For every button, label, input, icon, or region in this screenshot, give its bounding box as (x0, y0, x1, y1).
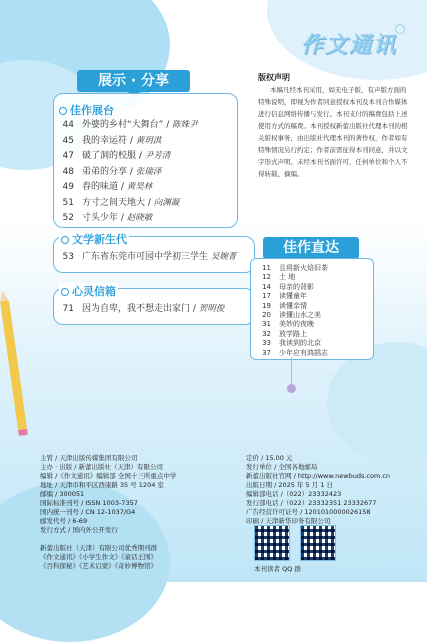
section-title-mailbox: 心灵信箱 (59, 283, 118, 299)
copyright-title: 版权声明 (258, 73, 290, 82)
toc-entry[interactable] (257, 348, 328, 358)
toc-entry[interactable] (52, 195, 179, 208)
article-title: 我读到的北京 (279, 339, 321, 348)
toc-entry[interactable] (52, 117, 198, 130)
article-title: 破了洞的校服 (82, 151, 137, 161)
article-title: 春的味道 (82, 182, 119, 192)
info-line: 国际标准刊号 / ISSN 1003-7357 (40, 499, 138, 507)
toc-entry[interactable] (52, 164, 161, 177)
article-title: 因为自卑，我不想走出家门 (82, 304, 191, 314)
separator: / (163, 120, 173, 130)
publication-info-right (246, 454, 390, 526)
separator: / (127, 135, 136, 146)
article-title: 我的幸运符 (82, 135, 128, 146)
info-line: 发行方式 / 国内外公开发行 (40, 526, 118, 534)
article-author: 黄昊林 (126, 182, 153, 192)
toc-entry[interactable] (52, 301, 224, 314)
page-number: 52 (62, 213, 74, 223)
article-title: 且将新火焙旧茶 (279, 264, 328, 272)
article-title: 读懂童年 (279, 292, 307, 301)
article-title: 少年应有鸿鹄志 (279, 348, 328, 357)
article-title: 美妙的夜晚 (279, 320, 314, 329)
page-number: 17 (262, 292, 271, 301)
article-author: 向渊凝 (153, 197, 180, 208)
info-line: 新蕾出版社官网 / http://www.newbuds.com.cn (246, 472, 391, 480)
toc-box-new-generation (53, 233, 255, 273)
toc-entry[interactable] (52, 179, 152, 192)
page-number: 12 (262, 273, 271, 282)
separator: / (127, 166, 136, 177)
separator: / (118, 182, 127, 192)
article-title: 土 地 (279, 273, 296, 282)
magazine-logo: 作文通讯 (300, 32, 397, 58)
article-author: 张瑞泽 (135, 166, 162, 177)
info-line: 邮编 / 300051 (40, 490, 85, 498)
article-title: 广东省东莞市可园中学初三学生 (82, 252, 209, 262)
article-title: 读懂亲情 (279, 301, 307, 310)
article-title: 弟弟的分享 (82, 166, 128, 177)
page-number: 51 (62, 197, 74, 208)
publication-info-left (40, 454, 176, 571)
article-author: 陈姝尹 (172, 120, 198, 130)
info-line: 广告经营许可证号 / 1201010000026158 (246, 508, 371, 516)
info-line: 发行单位 / 全国各地邮局 (246, 463, 318, 471)
page-number: 19 (262, 301, 271, 310)
article-title: 母亲的背影 (279, 282, 314, 291)
toc-entry[interactable] (52, 210, 152, 223)
info-line: 编辑 /《作文通讯》编辑部 全国十三所重点中学 (40, 472, 177, 480)
info-line: 印刷 / 天津新华印务有限公司 (246, 517, 331, 525)
info-line: 主管 / 天津出版传媒集团有限公司 (40, 454, 138, 462)
info-line: 国内统一刊号 / CN 12-1037/G4 (40, 508, 136, 516)
page-number: 71 (62, 304, 74, 314)
page-number: 20 (262, 311, 271, 319)
page-number: 49 (62, 182, 74, 192)
separator: / (136, 151, 145, 161)
section-header-showcase: 展示 · 分享 (77, 70, 190, 92)
toc-entry[interactable] (52, 148, 170, 161)
circle-bullet-icon (61, 288, 69, 296)
article-author: 黄玥淇 (135, 135, 162, 146)
section-title-new-generation: 文学新生代 (59, 231, 129, 247)
page-number: 14 (262, 282, 271, 291)
section-title-featured: 佳作展台 (59, 102, 114, 118)
qr-caption: 本刊读者 QQ 群 (254, 565, 301, 573)
circle-bullet-icon (61, 236, 69, 244)
toc-entry[interactable] (52, 249, 236, 262)
toc-box-mailbox (53, 285, 255, 325)
info-line: 编辑部电话 /（022）23332423 (246, 490, 342, 498)
page-number: 32 (262, 329, 271, 338)
article-title: 方寸之间天地大 (82, 197, 146, 208)
qr-code-icon (254, 525, 290, 561)
page-number: 44 (62, 120, 74, 130)
info-line (40, 535, 176, 544)
article-author: 贺明俊 (198, 304, 225, 314)
info-line: 《作文通讯》《小学生作文》《童话王国》 (40, 553, 157, 561)
decor-dot (287, 384, 296, 393)
toc-box-quick-access (250, 258, 374, 360)
page-number: 31 (262, 320, 271, 329)
section-header-quick-access: 佳作直达 (263, 237, 359, 259)
page-number: 37 (262, 348, 271, 357)
info-line: 邮发代号 / 6-69 (40, 517, 88, 525)
toc-entry[interactable] (52, 133, 161, 146)
divider-line (291, 357, 292, 387)
article-author: 赵晓敏 (126, 213, 153, 223)
registered-mark-icon (395, 24, 405, 34)
info-line: 地址 / 天津市和平区西康路 35 号 1204 室 (40, 481, 164, 489)
info-line: 新蕾出版社（天津）有限公司优秀期刊群 (40, 544, 157, 552)
info-line: 发行部电话 /（022）23332351 23332677 (246, 499, 377, 507)
article-author: 尹芳清 (144, 151, 171, 161)
article-author: 吴婉菁 (210, 252, 237, 262)
page-number: 33 (262, 339, 271, 348)
separator: / (145, 197, 154, 208)
info-line: 定价 / 15.00 元 (246, 454, 293, 462)
toc-box-featured (53, 93, 238, 228)
circle-bullet-icon (59, 107, 67, 115)
separator: / (118, 213, 127, 223)
article-title: 寸头少年 (82, 213, 119, 223)
page-number: 48 (62, 166, 74, 177)
page-number: 11 (262, 264, 271, 272)
info-line: 主办 · 出版 / 新蕾出版社（天津）有限公司 (40, 463, 164, 471)
copyright-text: 本稿凡经本刊采用，如无电子版、有声版方面的特殊说明，即视为作者同意授权本刊及本刊合作媒体进行信息网络传播与发行。本刊支付的稿费包括上述使用方式的稿费。本刊授权新蕾出版社代理本刊的相关版权事务，由出版社代理本刊的著作权，作者如有特殊情况另行约定；作者前需征得本刊同意，并以文字形式声明。未经本刊书面许可，任何单位和个人不得转载、摘编。 (258, 86, 408, 178)
page-number: 45 (62, 135, 74, 146)
page-number: 53 (62, 252, 74, 262)
article-title: 读懂山水之美 (279, 311, 321, 319)
separator: / (190, 304, 199, 314)
article-title: 放学路上 (279, 329, 307, 338)
page-number: 47 (62, 151, 74, 161)
info-line: 《百科探秘》《艺术启蒙》《奇妙博物馆》 (40, 562, 157, 570)
qr-code-icon (300, 525, 336, 561)
article-title: 外婆的乡村“大舞台” (82, 120, 164, 130)
info-line: 出版日期 / 2025 年 5 月 1 日 (246, 481, 333, 489)
